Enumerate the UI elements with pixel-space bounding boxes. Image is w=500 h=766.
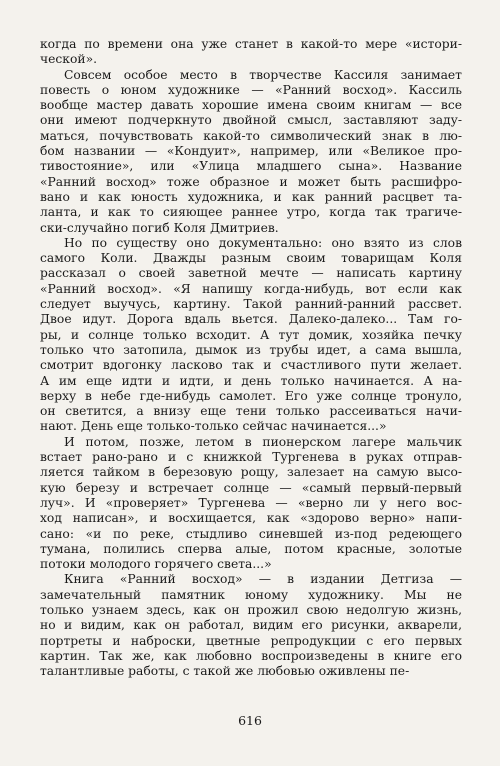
text-line: только что затопила, дымок из трубы идет, а сама вышла, bbox=[40, 342, 462, 357]
text-line: луч». И «проверяет» Тургенева — «верно ли у него вос- bbox=[40, 495, 462, 510]
text-line: но и видим, как он работал, видим его рисунки, акварели, bbox=[40, 618, 462, 633]
text-line: бом названии — «Кондуит», например, или «Великое про- bbox=[40, 144, 462, 159]
text-line: ляется тайком в березовую рощу, залезает на самую высо- bbox=[40, 465, 462, 480]
paragraph bbox=[40, 37, 462, 68]
text-line: он светится, а внизу еще тени только рассеиваться начи- bbox=[40, 404, 462, 419]
text-line: маться, почувствовать какой-то символический знак в лю- bbox=[40, 128, 462, 143]
text-line: ры, и солнце только всходит. А тут домик, хозяйка печку bbox=[40, 327, 462, 342]
paragraph bbox=[40, 435, 462, 573]
text-line: смотрит вдогонку ласково так и счастливого пути желает. bbox=[40, 358, 462, 373]
text-line: ческой». bbox=[40, 52, 98, 67]
text-line: встает рано-рано и с книжкой Тургенева в руках отправ- bbox=[40, 450, 462, 465]
text-line: вано и как юность художника, и как ранний расцвет та- bbox=[40, 189, 462, 204]
text-line: самого Коли. Дважды разным своим товарищам Коля bbox=[40, 251, 462, 266]
text-line: тумана, полились сперва алые, потом красные, золотые bbox=[40, 541, 462, 556]
text-line: ход написан», и восхищается, как «здорово верно» напи- bbox=[40, 511, 462, 526]
text-line: тивостояние», или «Улица младшего сына». Название bbox=[40, 159, 462, 174]
text-line: сано: «и по реке, стыдливо синевшей из-под редеющего bbox=[40, 526, 462, 541]
text-line: кую березу и встречает солнце — «самый первый-первый bbox=[40, 480, 462, 495]
text-line: повесть о юном художнике — «Ранний восход». Кассиль bbox=[40, 82, 462, 97]
page-number: 616 bbox=[238, 713, 262, 728]
paragraph bbox=[40, 236, 462, 435]
text-line: рассказал о своей заветной мечте — написать картину bbox=[40, 266, 462, 281]
text-line: следует выучусь, картину. Такой ранний-ранний рассвет. bbox=[40, 297, 462, 312]
text-line: Совсем особое место в творчестве Кассиля занимает bbox=[64, 67, 462, 82]
text-line: верху в небе где-нибудь самолет. Его уже солнце тронуло, bbox=[40, 388, 462, 403]
text-line: они имеют подчеркнуто двойной смысл, заставляют заду- bbox=[40, 113, 462, 128]
text-line: замечательный памятник юному художнику. Мы не bbox=[40, 587, 462, 602]
text-line: «Ранний восход» тоже образное и может быть расшифро- bbox=[40, 174, 462, 189]
text-line: только узнаем здесь, как он прожил свою недолгую жизнь, bbox=[40, 602, 462, 617]
text-line: нают. День еще только-только сейчас начинается...» bbox=[40, 419, 387, 434]
text-line: Двое идут. Дорога вдаль вьется. Далеко-далеко... Там го- bbox=[40, 312, 462, 327]
text-line: А им еще идти и идти, и день только начинается. А на- bbox=[40, 373, 462, 388]
text-line: когда по времени она уже станет в какой-то мере «истори- bbox=[40, 37, 462, 51]
paragraph bbox=[40, 68, 462, 236]
text-line: потоки молодого горячего света...» bbox=[40, 557, 272, 572]
text-line: Но по существу оно документально: оно взято из слов bbox=[64, 235, 462, 250]
text-line: ски-случайно погиб Коля Дмитриев. bbox=[40, 220, 279, 235]
text-line: «Ранний восход». «Я напишу когда-нибудь, вот если как bbox=[40, 281, 462, 296]
paragraph bbox=[40, 572, 462, 679]
text-line: портреты и наброски, цветные репродукции с его первых bbox=[40, 633, 462, 648]
text-line: И потом, позже, летом в пионерском лагере мальчик bbox=[64, 434, 462, 449]
text-line: вообще мастер давать хорошие имена своим книгам — все bbox=[40, 98, 462, 113]
text-line: талантливые работы, с такой же любовью оживлены пе- bbox=[40, 664, 410, 679]
text-line: картин. Так же, как любовно воспроизведены в книге его bbox=[40, 648, 462, 663]
text-line: Книга «Ранний восход» — в издании Детгиза — bbox=[64, 572, 462, 587]
page-text bbox=[40, 37, 462, 679]
text-line: ланта, и как то сияющее раннее утро, когда так трагиче- bbox=[40, 205, 462, 220]
